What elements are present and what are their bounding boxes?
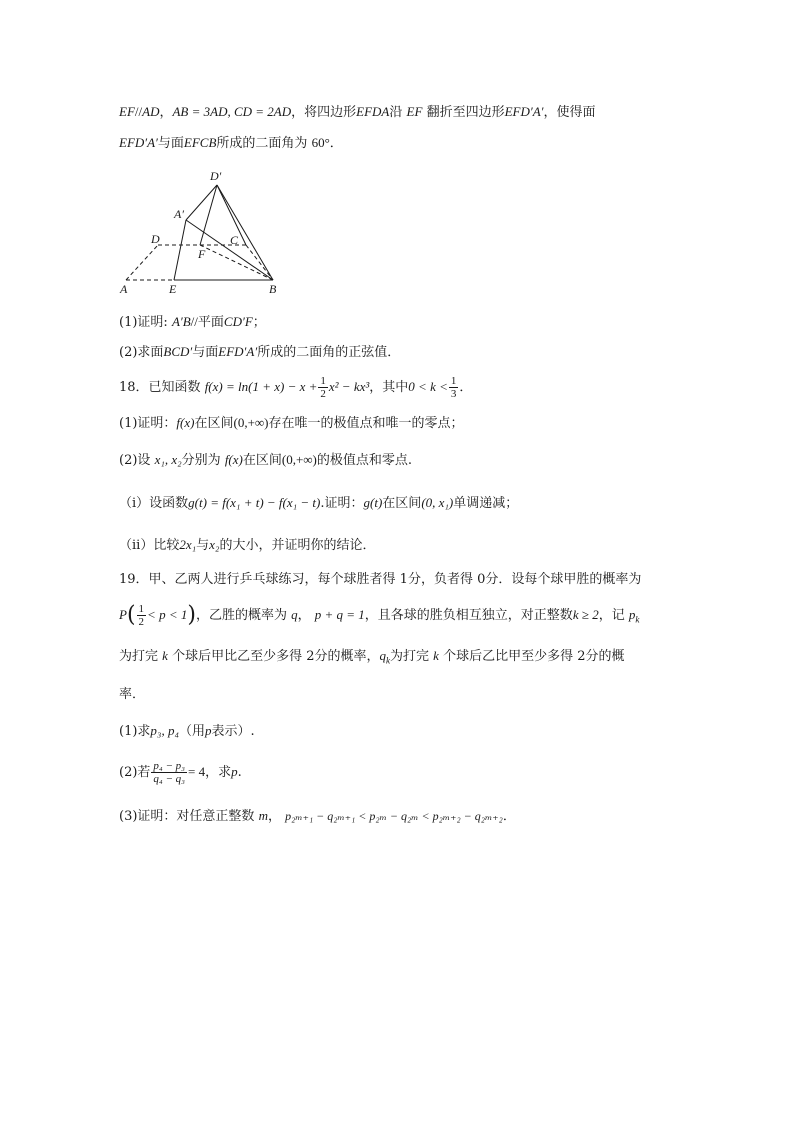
text: ，记	[598, 608, 625, 623]
math-qk	[379, 648, 390, 666]
p19-part1	[119, 722, 255, 741]
edge-fb	[200, 245, 273, 280]
part-label: (3)证明：对任意正整数	[119, 809, 255, 824]
text: .证明：	[320, 496, 364, 511]
math-function: f(x) = ln(1 + x) − x +	[204, 379, 318, 394]
math-condition: 0 < k <	[408, 379, 448, 394]
label-e: E	[169, 282, 177, 296]
math-q: q	[291, 607, 298, 622]
text: ，乙胜的概率为	[195, 608, 287, 623]
label-d: D	[151, 232, 160, 246]
text: 分别为	[181, 453, 221, 468]
fraction-one-half	[318, 375, 328, 400]
math-q: q	[379, 648, 386, 663]
paren-open: (	[126, 602, 136, 628]
math-2x1: 2x₁	[179, 537, 197, 552]
part-label: (1)证明：	[119, 416, 177, 431]
part-label: (2)设	[119, 453, 151, 468]
math-plane: EFD′A′	[218, 344, 258, 359]
math-pq: p + q = 1	[314, 607, 365, 622]
text: 存在唯一的极值点和唯一的零点；	[268, 416, 464, 431]
frac-den: 2	[320, 388, 326, 400]
p18-sub2	[119, 536, 375, 555]
math-plane: EFD′A′	[119, 135, 158, 150]
punct: ，	[159, 105, 173, 120]
text: ，使得面	[543, 105, 596, 120]
math-fx: f(x)	[176, 415, 195, 430]
text: ，求	[205, 765, 232, 780]
math-parallel: //	[190, 314, 198, 329]
math-x2: x₂	[209, 537, 220, 552]
part-label: (1)求	[119, 724, 151, 739]
p19-line2	[119, 603, 639, 628]
math-interval: (0,+∞)	[233, 415, 269, 430]
label-c: C	[230, 233, 239, 247]
frac-num: p₄ − p₃	[153, 760, 185, 772]
text: 沿	[389, 105, 403, 120]
p19-part3	[119, 807, 516, 826]
text: ，将四边形	[291, 105, 357, 120]
math-condition: < p < 1	[147, 607, 188, 622]
p18-part1	[119, 414, 464, 433]
text: （用	[178, 724, 205, 739]
math-g: g(t) = f(x₁ + t) − f(x₁ − t)	[188, 495, 321, 510]
fraction-one-third	[449, 375, 459, 400]
math-parallel: //	[134, 104, 143, 119]
p18-stem	[119, 375, 472, 400]
part-label: (2)若	[119, 765, 151, 780]
geometry-figure	[116, 168, 291, 298]
text: 在区间	[194, 416, 234, 431]
text: 率．	[119, 687, 146, 702]
frac-den: 3	[450, 388, 457, 400]
edge-ad	[126, 245, 158, 280]
p19-part2	[119, 760, 242, 785]
math-sub-k: k	[385, 655, 390, 666]
p18-part2	[119, 451, 412, 470]
p19-line4	[119, 686, 145, 704]
problem-number: 18．已知函数	[119, 380, 201, 395]
math-p: p	[628, 607, 636, 622]
math-ab-cd: AB = 3AD, CD = 2AD	[172, 104, 292, 119]
text: ，其中	[369, 380, 409, 395]
text: 19．甲、乙两人进行乒乓球练习，每个球胜者得 1分，负者得 0分．设每个球甲胜的概率为	[119, 572, 642, 587]
edge-cb	[246, 245, 273, 280]
p19-line3	[119, 647, 624, 666]
math-p: p	[231, 764, 238, 779]
label-dprime: D′	[210, 169, 222, 183]
math-m: m	[258, 808, 268, 823]
math-ef: EF	[119, 104, 135, 119]
math-vars: p₃, p₄	[150, 723, 179, 738]
math-fx: f(x)	[224, 452, 243, 467]
part-label: (2)求面	[119, 345, 164, 360]
fraction-ratio	[151, 760, 187, 785]
p18-sub1	[119, 494, 518, 513]
text: ，且各球的胜负相互独立，对正整数	[364, 608, 573, 623]
math-k: k ≥ 2	[572, 607, 599, 622]
math-p: p	[204, 723, 212, 738]
text: 个球后乙比甲至少多得 2分的概	[443, 649, 625, 664]
math-ef: EF	[406, 104, 423, 119]
label-b: B	[269, 282, 277, 296]
math-bcd: BCD′	[163, 344, 193, 359]
math-k: k	[433, 648, 439, 663]
math-aprime-b: A′B	[171, 314, 191, 329]
math-eq: = 4	[188, 764, 206, 779]
text: 所成的二面角的正弦值．	[257, 345, 401, 360]
paren-close: )	[187, 602, 196, 628]
math-efcb: EFCB	[183, 135, 217, 150]
text: ．	[329, 136, 343, 151]
fraction-one-half	[137, 603, 147, 628]
math-plane: CD′F	[223, 314, 253, 329]
part-label: (1)证明:	[119, 315, 168, 330]
text: 与面	[192, 345, 219, 360]
math-k: k	[162, 648, 168, 663]
math-vars: x₁, x₂	[154, 452, 182, 467]
label-aprime: A′	[174, 207, 184, 221]
p17-intro-line2	[119, 134, 343, 153]
math-gt: g(t)	[363, 495, 383, 510]
text: ．	[459, 380, 473, 395]
label-f: F	[198, 247, 206, 261]
math-sub-k: k	[635, 614, 640, 625]
text: 在区间	[382, 496, 422, 511]
math-interval: (0, x₁)	[421, 495, 454, 510]
text: ，	[297, 608, 311, 623]
label-a: A	[120, 282, 128, 296]
frac-den: q₄ − q₃	[153, 773, 185, 785]
text: 个球后甲比乙至少多得 2分的概率，	[172, 649, 380, 664]
math-interval: (0,+∞)	[281, 452, 317, 467]
part-label: （ii）比较	[119, 538, 180, 553]
frac-den: 2	[138, 616, 145, 628]
text: ，	[267, 809, 281, 824]
frac-num: 1	[138, 603, 145, 615]
math-angle: 60°	[311, 135, 330, 150]
frac-num: 1	[320, 375, 326, 387]
p17-intro-line1	[119, 103, 596, 122]
math-ad: AD	[142, 104, 160, 119]
text: 的大小，并证明你的结论．	[219, 538, 376, 553]
p17-part1	[119, 313, 266, 332]
text: 为打完	[119, 649, 159, 664]
p17-part2	[119, 343, 400, 362]
p19-line1	[119, 571, 641, 589]
text: 的极值点和零点.	[316, 453, 413, 468]
math-function-tail: x² − kx³	[328, 379, 370, 394]
math-efda: EFDA	[356, 104, 390, 119]
text: 翻折至四边形	[426, 105, 505, 120]
part-label: （i）设函数	[119, 496, 189, 511]
frac-num: 1	[450, 375, 457, 387]
text: 平面	[197, 315, 224, 330]
text: 在区间	[242, 453, 282, 468]
math-efdprime: EFD′A′	[504, 104, 544, 119]
text: 为打完	[389, 649, 429, 664]
text: 所成的二面角为	[216, 136, 308, 151]
math-inequality: p₂ₘ₊₁ − q₂ₘ₊₁ < p₂ₘ − q₂ₘ < p₂ₘ₊₂ − q₂ₘ₊₂	[285, 809, 503, 823]
math-P: P	[119, 607, 127, 622]
text: ；	[252, 315, 266, 330]
text: .	[237, 765, 242, 780]
text: ．	[502, 809, 516, 824]
text: 表示）.	[211, 724, 255, 739]
text: 单调递减；	[453, 496, 519, 511]
edge-dprime-b	[217, 185, 273, 280]
math-pk	[628, 607, 640, 625]
text: 与面	[157, 136, 184, 151]
text: 与	[196, 538, 210, 553]
edge-eaprime	[174, 220, 186, 280]
